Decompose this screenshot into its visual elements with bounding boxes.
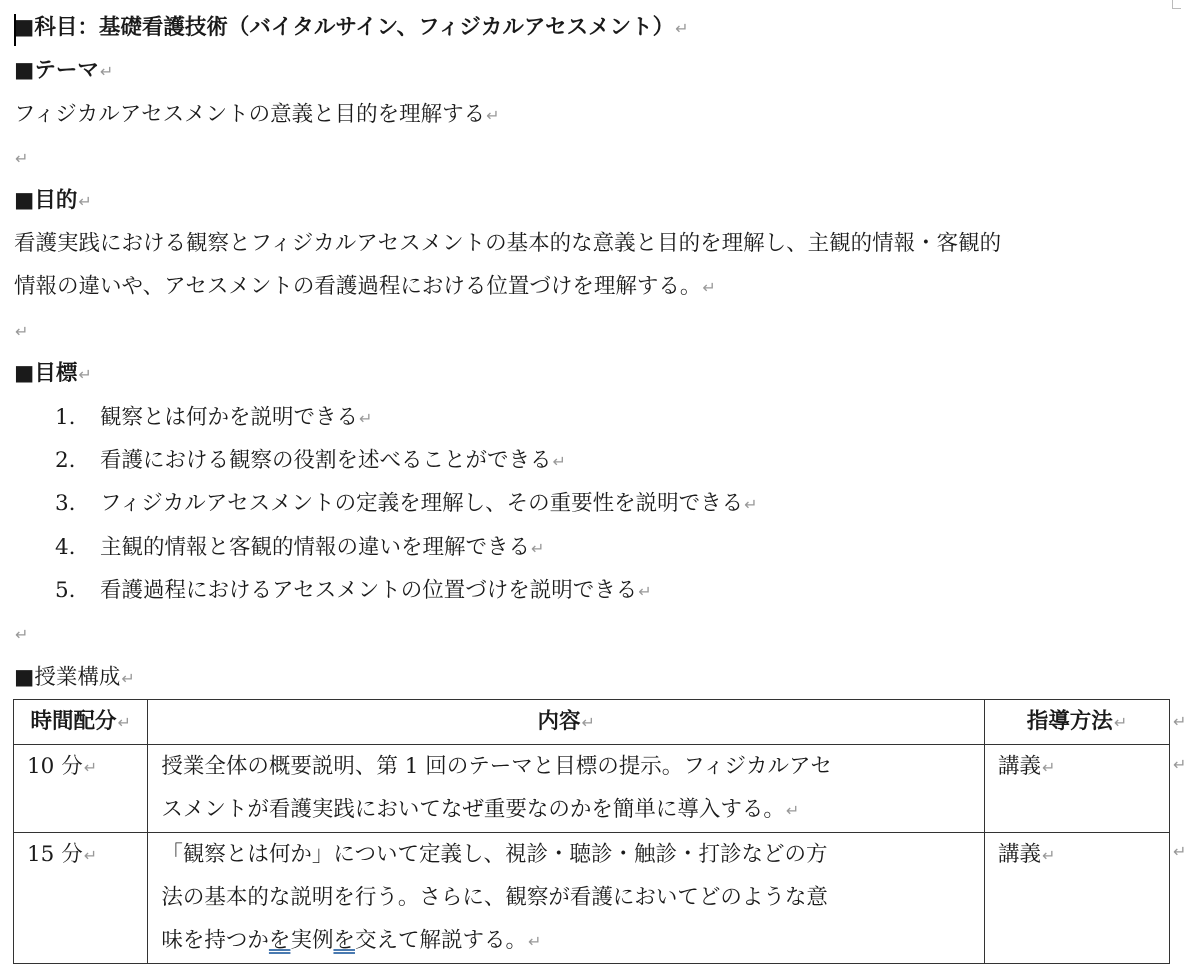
paragraph-mark-icon: ↵ <box>581 713 595 732</box>
cell-content[interactable] <box>148 833 985 964</box>
time-value: 15 分 <box>27 842 83 867</box>
content-segment: 交えて解説する。 <box>354 928 527 953</box>
content-line: 授業全体の概要説明、第 1 回のテーマと目標の提示。フィジカルアセ <box>161 754 832 779</box>
table-header-row <box>14 700 1170 745</box>
paragraph-mark-icon: ↵ <box>486 106 500 125</box>
paragraph-mark-icon: ↵ <box>78 365 92 384</box>
paragraph-mark-icon: ↵ <box>83 758 98 777</box>
page-corner-marker <box>1172 0 1181 9</box>
time-value: 10 分 <box>27 754 83 779</box>
paragraph-mark-icon: ↵ <box>1042 846 1056 865</box>
grammar-check-underline[interactable]: を <box>333 928 355 953</box>
header-time[interactable] <box>14 700 148 745</box>
purpose-line-2[interactable] <box>14 271 716 304</box>
header-method-text: 指導方法 <box>1026 709 1113 734</box>
goal-number: 1. <box>55 405 76 430</box>
method-value: 講義 <box>998 842 1042 867</box>
structure-heading-text: ■授業構成 <box>14 665 121 690</box>
empty-paragraph[interactable] <box>14 315 28 348</box>
structure-heading[interactable] <box>14 662 135 695</box>
paragraph-mark-icon: ↵ <box>1042 758 1056 777</box>
goal-number: 2. <box>55 448 76 474</box>
theme-text[interactable] <box>14 99 499 132</box>
empty-paragraph[interactable] <box>14 142 28 175</box>
theme-text-content: フィジカルアセスメントの意義と目的を理解する <box>14 102 486 127</box>
paragraph-mark-icon: ↵ <box>675 19 689 38</box>
goal-number: 4. <box>55 534 76 560</box>
paragraph-mark-icon: ↵ <box>15 322 29 341</box>
header-content-text: 内容 <box>537 709 581 734</box>
paragraph-mark-icon: ↵ <box>527 932 542 951</box>
content-line: 法の基本的な説明を行う。さらに、観察が看護においてどのような意 <box>161 885 828 910</box>
goal-number: 5. <box>55 577 76 603</box>
paragraph-mark-icon: ↵ <box>1113 713 1128 732</box>
table-row <box>14 833 1170 964</box>
cell-method[interactable] <box>985 745 1170 833</box>
theme-heading-text: ■テーマ <box>14 58 99 83</box>
paragraph-mark-icon: ↵ <box>638 581 652 601</box>
paragraph-mark-icon: ↵ <box>702 278 716 297</box>
purpose-line-2-text: 情報の違いや、アセスメントの看護過程における位置づけを理解する。 <box>14 274 702 299</box>
paragraph-mark-icon: ↵ <box>359 409 373 428</box>
header-content[interactable] <box>148 700 985 745</box>
paragraph-mark-icon: ↵ <box>15 625 29 644</box>
paragraph-mark-icon: ↵ <box>552 452 566 472</box>
paragraph-mark-icon: ↵ <box>83 846 98 865</box>
paragraph-mark-icon: ↵ <box>121 669 135 688</box>
empty-paragraph[interactable] <box>14 618 28 651</box>
goals-heading[interactable] <box>14 358 92 391</box>
purpose-line-1[interactable] <box>14 228 1001 260</box>
goal-text: フィジカルアセスメントの定義を理解し、その重要性を説明できる <box>100 491 744 517</box>
paragraph-mark-icon: ↵ <box>99 62 114 81</box>
paragraph-mark-icon: ↵ <box>117 713 131 732</box>
cell-time[interactable] <box>14 745 148 833</box>
goal-text: 看護における観察の役割を述べることができる <box>100 448 552 474</box>
row-end-mark-icon: ↵ <box>1173 842 1186 861</box>
header-time-text: 時間配分 <box>30 709 117 734</box>
goal-text: 看護過程におけるアセスメントの位置づけを説明できる <box>100 577 638 603</box>
purpose-line-1-text: 看護実践における観察とフィジカルアセスメントの基本的な意義と目的を理解し、主観的情報・客観的 <box>14 231 1002 256</box>
cell-content[interactable] <box>148 745 985 833</box>
goals-heading-text: ■目標 <box>14 361 78 386</box>
purpose-heading-text: ■目的 <box>14 188 78 213</box>
cell-time[interactable] <box>14 833 148 964</box>
lesson-structure-table <box>13 699 1170 964</box>
paragraph-mark-icon: ↵ <box>531 538 545 558</box>
content-segment: 実例 <box>290 928 334 953</box>
content-line: スメントが看護実践においてなぜ重要なのかを簡単に導入する。 <box>161 797 785 822</box>
subject-heading[interactable] <box>14 12 689 45</box>
method-value: 講義 <box>998 754 1042 779</box>
purpose-heading[interactable] <box>14 185 92 218</box>
cell-method[interactable] <box>985 833 1170 964</box>
row-end-mark-icon: ↵ <box>1173 712 1186 731</box>
paragraph-mark-icon: ↵ <box>744 495 758 515</box>
grammar-check-underline[interactable]: を <box>268 928 291 953</box>
subject-text: ■科目：基礎看護技術（バイタルサイン、フィジカルアセスメント） <box>14 15 675 40</box>
content-line <box>161 919 971 963</box>
paragraph-mark-icon: ↵ <box>15 149 29 168</box>
row-end-mark-icon: ↵ <box>1173 755 1186 774</box>
theme-heading[interactable] <box>14 55 113 88</box>
table-row <box>14 745 1170 833</box>
paragraph-mark-icon: ↵ <box>785 801 800 820</box>
content-line: 「観察とは何か」について定義し、視診・聴診・触診・打診などの方 <box>161 842 828 867</box>
goal-number: 3. <box>55 491 76 517</box>
paragraph-mark-icon: ↵ <box>78 192 92 211</box>
goal-text: 観察とは何かを説明できる <box>100 405 359 430</box>
header-method[interactable] <box>985 700 1170 745</box>
goal-text: 主観的情報と客観的情報の違いを理解できる <box>100 534 531 560</box>
content-segment: 味を持つか <box>161 928 269 953</box>
